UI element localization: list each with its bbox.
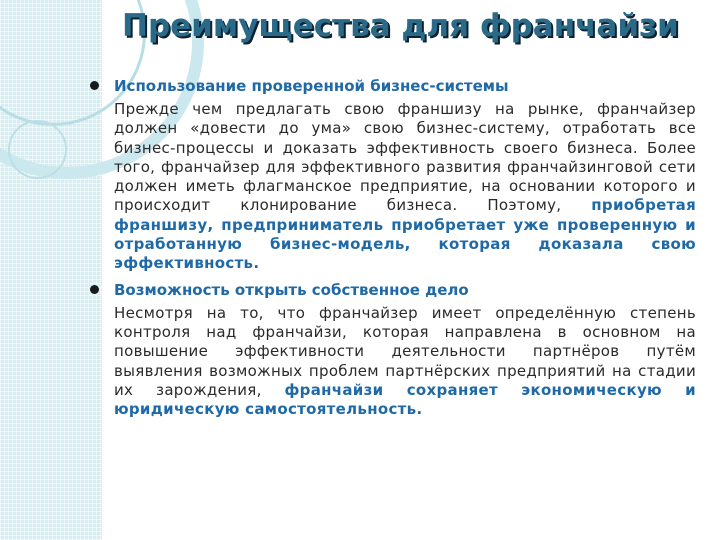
item-heading [90,280,696,300]
item-body-text: Несмотря на то, что франчайзер имеет определённую степень контроля над франчайзи, которая направлена в основном на повышение эффективности деятельности партнёров путём выявления возможных проблем партнёрских предприятий на стадии их зарождения, [114,303,696,399]
item-heading [90,76,696,96]
decorative-ring [8,120,67,179]
slide-content [90,76,696,425]
list-item [90,280,696,420]
item-body-text: Прежде чем предлагать свою франшизу на рынке, франчайзер должен «довести до ума» свою бизнес-систему, отработать все бизнес-процессы и доказать эффективность своего бизнеса. Более того, франчайзер для эффективного развития франчайзинговой сети должен иметь флагманское предприятие, на основании которого и происходит клонирование бизнеса. Поэтому, [114,100,696,215]
list-item [90,76,696,274]
bullet-icon [90,285,99,294]
item-emphasis: приобретая франшизу, предприниматель приобретает уже проверенную и отработанную бизнес-модель, которая доказала свою эффективность. [114,196,696,273]
item-body [114,304,696,420]
slide-title: Преимущества для франчайзи [122,8,679,44]
item-heading-text: Использование проверенной бизнес-системы [114,77,509,95]
bullet-icon [90,81,99,90]
item-emphasis: франчайзи сохраняет экономическую и юридическую самостоятельность. [114,380,696,419]
item-body [114,100,696,274]
item-heading-text: Возможность открыть собственное дело [114,280,469,299]
